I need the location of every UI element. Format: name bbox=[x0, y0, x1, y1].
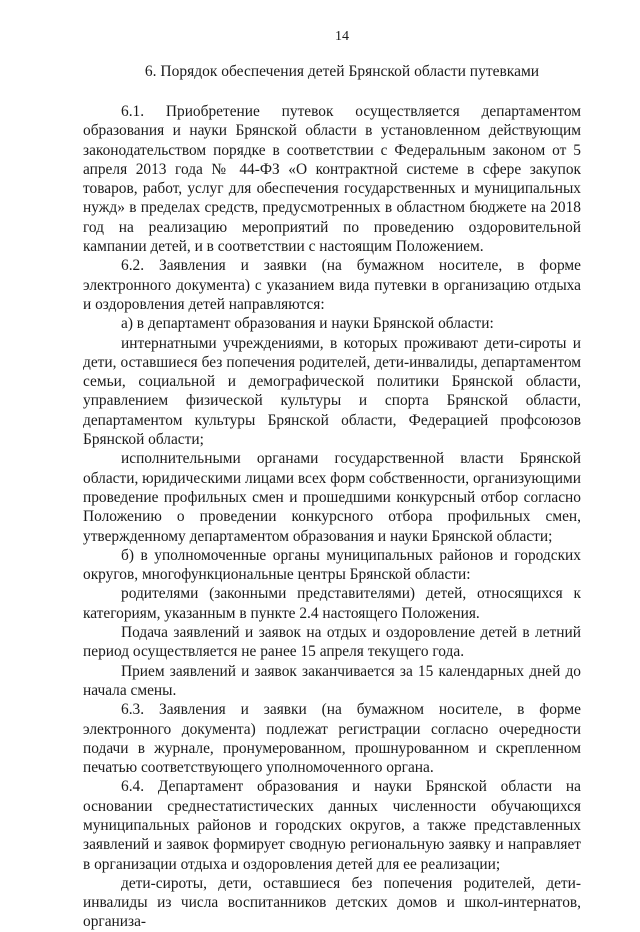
paragraph-6-2-a: а) в департамент образования и науки Брянской области: bbox=[121, 315, 494, 333]
paragraph-internat: интернатными учреждениями, в которых проживают дети-сироты и дети, оставшиеся без попечения родителей, дети-инвалиды, департаментом семьи, социальной и демографической политики Брянской области, управлением физической культуры и спорта Брянской области, департаментом культуры Брянской области, Федерацией профсоюзов Брянской области; bbox=[83, 334, 581, 449]
paragraph-submission-end: Прием заявлений и заявок заканчивается за 15 календарных дней до начала смены. bbox=[83, 662, 581, 699]
section-title: 6. Порядок обеспечения детей Брянской области путевками bbox=[144, 63, 540, 80]
paragraph-submission-date: Подача заявлений и заявок на отдых и оздоровление детей в летний период осуществляется не ранее 15 апреля текущего года. bbox=[83, 624, 581, 661]
paragraph-orphans: дети-сироты, дети, оставшиеся без попечения родителей, дети-инвалиды из числа воспитанников детских домов и школ-интернатов, организа- bbox=[83, 874, 581, 931]
paragraph-6-3: 6.3. Заявления и заявки (на бумажном носителе, в форме электронного документа) подлежат регистрации согласно очередности подачи в журнале, пронумерованном, прошнурованном и скрепленном печатью соответствующего уполномоченного органа. bbox=[83, 701, 581, 777]
paragraph-parents: родителями (законными представителями) детей, относящихся к категориям, указанным в пункте 2.4 настоящего Положения. bbox=[83, 585, 581, 622]
paragraph-6-2-b: б) в уполномоченные органы муниципальных районов и городских округов, многофункциональные центры Брянской области: bbox=[83, 546, 581, 584]
paragraph-executive-bodies: исполнительными органами государственной власти Брянской области, юридическими лицами всех форм собственности, организующими проведение профильных смен и прошедшими конкурсный отбор согласно Положению о проведении конкурсного отбора профильных смен, утвержденному департаментом образования и науки Брянской области; bbox=[83, 450, 581, 545]
paragraph-6-1: 6.1. Приобретение путевок осуществляется департаментом образования и науки Брянской области в установленном действующим законодательством порядке в соответствии с Федеральным законом от 5 апреля 2013 года № 44-ФЗ «О контрактной системе в сфере закупок товаров, работ, услуг для обеспечения государственных и муниципальных нужд» в пределах средств, предусмотренных в областном бюджете на 2018 год на реализацию мероприятий по проведению оздоровительной кампании детей, и в соответствии с настоящим Положением. bbox=[83, 103, 581, 256]
paragraph-6-4: 6.4. Департамент образования и науки Брянской области на основании среднестатистических данных численности обучающихся муниципальных районов и городских округов, а также представленных заявлений и заявок формирует сводную региональную заявку и направляет в организации отдыха и оздоровления детей для ее реализации; bbox=[83, 778, 581, 873]
section-body bbox=[83, 102, 581, 932]
paragraph-6-2: 6.2. Заявления и заявки (на бумажном носителе, в форме электронного документа) с указанием вида путевки в организацию отдыха и оздоровления детей направляются: bbox=[83, 257, 581, 313]
page-number: 14 bbox=[335, 29, 349, 44]
